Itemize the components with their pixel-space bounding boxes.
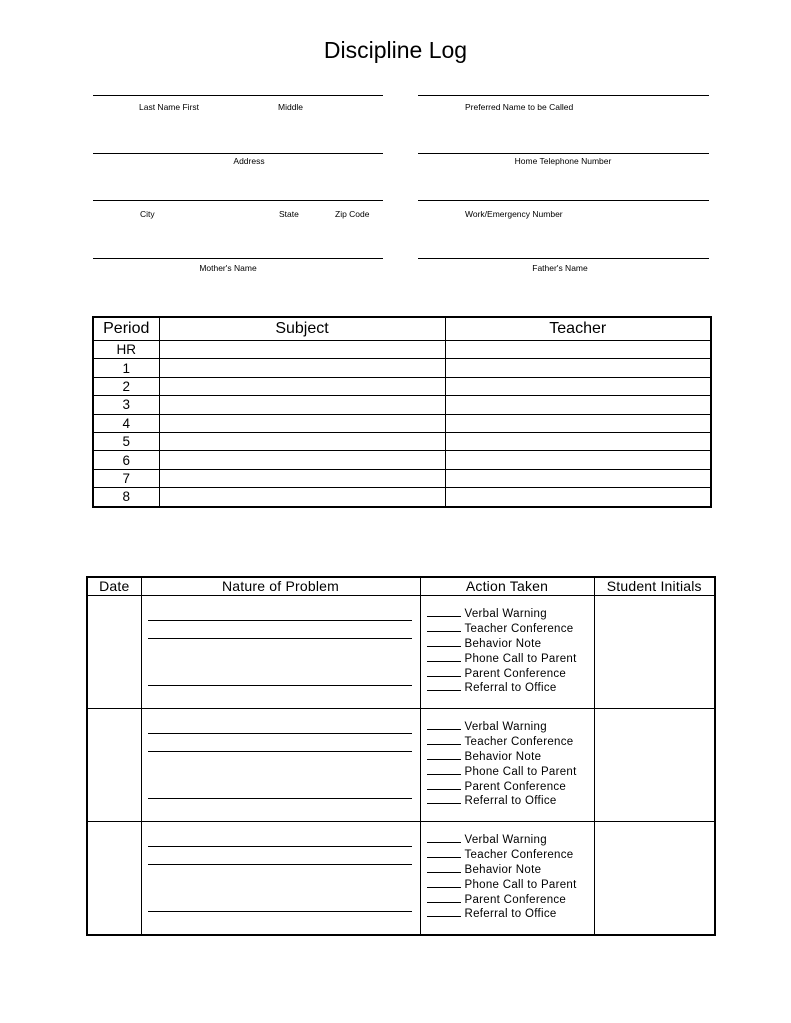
period-cell: 7 [93,469,159,487]
action-label: Verbal Warning [464,721,547,733]
action-item[interactable] [427,719,577,734]
action-taken-cell [420,822,594,936]
checkbox-blank[interactable] [427,862,461,873]
problem-line[interactable] [148,798,412,799]
action-item[interactable] [427,862,577,877]
nature-of-problem-cell[interactable] [141,709,420,822]
action-item[interactable] [427,666,577,681]
problem-line[interactable] [148,864,412,865]
log-header-row [87,577,715,596]
last-name-first-label: Last Name First [139,102,199,112]
subject-cell[interactable] [159,341,445,359]
page-title: Discipline Log [323,37,468,63]
date-header: Date [87,577,141,596]
action-item[interactable] [427,651,577,666]
action-item[interactable] [427,847,577,862]
action-item[interactable] [427,606,577,621]
checkbox-blank[interactable] [427,606,461,617]
teacher-cell[interactable] [445,359,711,377]
checkbox-blank[interactable] [427,793,461,804]
mothers-name-label: Mother's Name [199,263,257,273]
city-label: City [140,209,155,219]
nature-of-problem-cell[interactable] [141,596,420,709]
action-label: Teacher Conference [464,848,574,861]
mothers-name-field-line[interactable] [93,258,383,259]
action-item[interactable] [427,892,577,907]
home-telephone-field-line[interactable] [418,153,709,154]
teacher-cell[interactable] [445,341,711,359]
student-initials-cell[interactable] [594,822,715,936]
date-cell[interactable] [87,709,141,822]
action-item[interactable] [427,636,577,651]
log-entry-row [87,709,715,822]
preferred-name-label: Preferred Name to be Called [465,102,574,112]
table-row [93,432,711,450]
action-label: Teacher Conference [464,622,574,635]
checkbox-blank[interactable] [427,906,461,917]
period-cell: 8 [93,488,159,507]
period-cell: 4 [93,414,159,432]
subject-cell[interactable] [159,359,445,377]
action-label: Referral to Office [464,908,557,921]
action-item[interactable] [427,734,577,749]
fathers-name-field-line[interactable] [418,258,709,259]
period-cell: 5 [93,432,159,450]
action-label: Phone Call to Parent [464,765,577,778]
checkbox-blank[interactable] [427,636,461,647]
action-item[interactable] [427,680,577,695]
action-label: Phone Call to Parent [464,878,577,891]
address-label: Address [233,156,265,166]
table-row [93,414,711,432]
subject-cell[interactable] [159,451,445,469]
checkbox-blank[interactable] [427,877,461,888]
subject-cell[interactable] [159,432,445,450]
address-field-line[interactable] [93,153,383,154]
log-entry-row [87,596,715,709]
table-row [93,488,711,507]
checkbox-blank[interactable] [427,719,461,730]
teacher-cell[interactable] [445,451,711,469]
action-label: Teacher Conference [464,735,574,748]
action-label: Parent Conference [464,667,567,680]
checkbox-blank[interactable] [427,651,461,662]
action-taken-cell [420,596,594,709]
problem-line[interactable] [148,638,412,639]
state-label: State [279,209,299,219]
problem-line[interactable] [148,733,412,734]
name-field-line[interactable] [93,95,383,96]
student-initials-header: Student Initials [594,577,715,596]
period-cell: HR [93,341,159,359]
action-item[interactable] [427,764,577,779]
date-cell[interactable] [87,596,141,709]
checkbox-blank[interactable] [427,680,461,691]
subject-cell[interactable] [159,396,445,414]
table-row [93,359,711,377]
checkbox-blank[interactable] [427,734,461,745]
student-initials-cell[interactable] [594,596,715,709]
action-taken-header: Action Taken [420,577,594,596]
checkbox-blank[interactable] [427,749,461,760]
zip-code-label: Zip Code [335,209,370,219]
preferred-name-field-line[interactable] [418,95,709,96]
period-cell: 3 [93,396,159,414]
period-header: Period [93,317,159,341]
problem-line[interactable] [148,911,412,912]
action-label: Behavior Note [464,750,542,763]
table-row [93,469,711,487]
work-emergency-field-line[interactable] [418,200,709,201]
action-item[interactable] [427,832,577,847]
city-state-zip-field-line[interactable] [93,200,383,201]
work-emergency-label: Work/Emergency Number [465,209,563,219]
action-label: Verbal Warning [464,608,547,620]
problem-line[interactable] [148,620,412,621]
action-checklist [427,606,577,695]
schedule-table [92,316,712,508]
checkbox-blank[interactable] [427,621,461,632]
action-label: Verbal Warning [464,834,547,846]
problem-line[interactable] [148,685,412,686]
period-cell: 1 [93,359,159,377]
home-telephone-label: Home Telephone Number [514,156,612,166]
action-label: Parent Conference [464,780,567,793]
teacher-cell[interactable] [445,414,711,432]
subject-cell[interactable] [159,469,445,487]
action-item[interactable] [427,877,577,892]
teacher-cell[interactable] [445,396,711,414]
date-cell[interactable] [87,822,141,936]
table-row [93,451,711,469]
action-taken-cell [420,709,594,822]
action-label: Referral to Office [464,682,557,695]
middle-label: Middle [278,102,304,112]
action-item[interactable] [427,779,577,794]
checkbox-blank[interactable] [427,892,461,903]
action-checklist [427,719,577,808]
nature-of-problem-cell[interactable] [141,822,420,936]
table-row [93,341,711,359]
table-row [93,396,711,414]
fathers-name-label: Father's Name [532,263,588,273]
teacher-header: Teacher [445,317,711,341]
action-label: Behavior Note [464,637,542,650]
period-cell: 2 [93,377,159,395]
problem-line[interactable] [148,846,412,847]
action-label: Behavior Note [464,863,542,876]
problem-line[interactable] [148,751,412,752]
checkbox-blank[interactable] [427,847,461,858]
student-initials-cell[interactable] [594,709,715,822]
action-label: Phone Call to Parent [464,652,577,665]
action-item[interactable] [427,793,577,808]
teacher-cell[interactable] [445,488,711,507]
log-entry-row [87,822,715,936]
subject-cell[interactable] [159,488,445,507]
nature-of-problem-header: Nature of Problem [141,577,420,596]
subject-cell[interactable] [159,414,445,432]
action-item[interactable] [427,906,577,921]
action-item[interactable] [427,749,577,764]
teacher-cell[interactable] [445,432,711,450]
checkbox-blank[interactable] [427,779,461,790]
checkbox-blank[interactable] [427,764,461,775]
discipline-log-table [86,576,716,936]
subject-header: Subject [159,317,445,341]
schedule-header-row [93,317,711,341]
table-row [93,377,711,395]
action-label: Parent Conference [464,893,567,906]
action-checklist [427,832,577,921]
checkbox-blank[interactable] [427,666,461,677]
teacher-cell[interactable] [445,377,711,395]
period-cell: 6 [93,451,159,469]
subject-cell[interactable] [159,377,445,395]
action-label: Referral to Office [464,795,557,808]
action-item[interactable] [427,621,577,636]
checkbox-blank[interactable] [427,832,461,843]
teacher-cell[interactable] [445,469,711,487]
